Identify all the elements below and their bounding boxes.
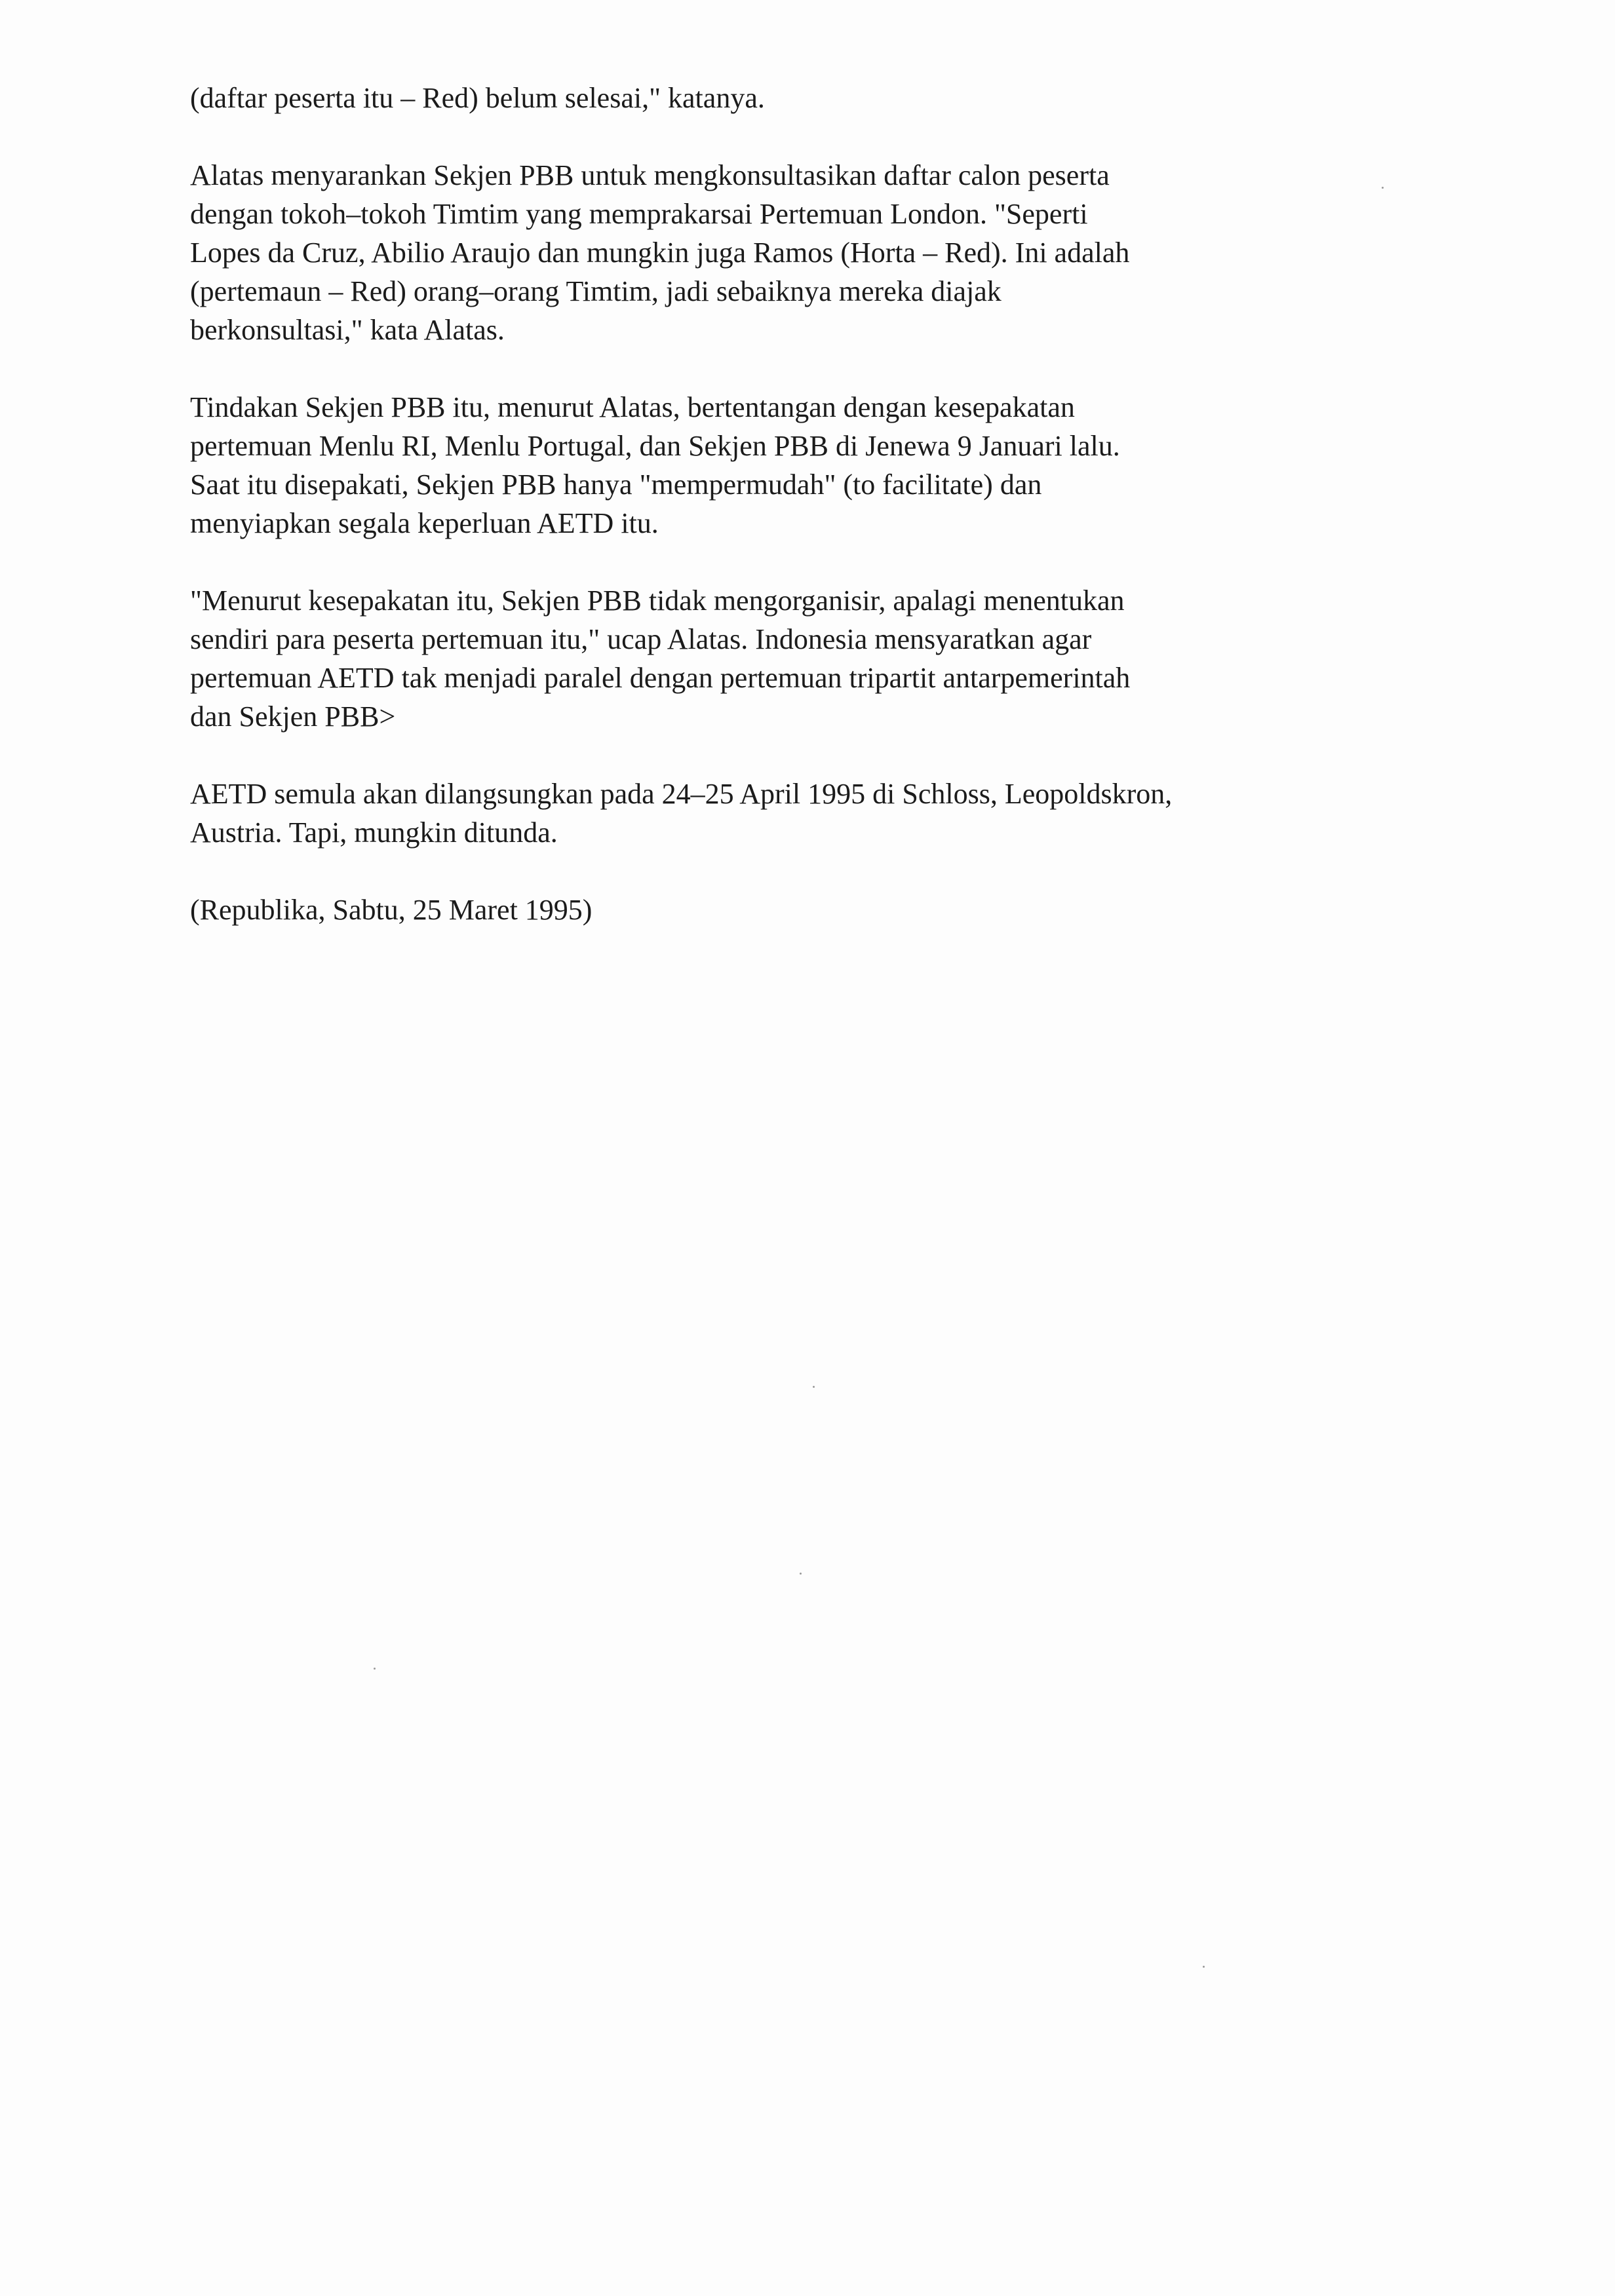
text-line: dengan tokoh–tokoh Timtim yang memprakarsai Pertemuan London. "Seperti <box>190 198 1088 230</box>
paragraph-3 <box>190 388 1383 543</box>
text-line: Saat itu disepakati, Sekjen PBB hanya "mempermudah" (to facilitate) dan <box>190 469 1042 501</box>
text-line: dan Sekjen PBB> <box>190 700 396 733</box>
text-line: Alatas menyarankan Sekjen PBB untuk mengkonsultasikan daftar calon peserta <box>190 159 1110 191</box>
text-line: pertemuan AETD tak menjadi paralel dengan pertemuan tripartit antarpemerintah <box>190 662 1131 694</box>
paragraph-2 <box>190 156 1383 349</box>
scan-speck <box>1203 1966 1205 1968</box>
paragraph-5 <box>190 775 1383 852</box>
text-line: sendiri para peserta pertemuan itu," ucap Alatas. Indonesia mensyaratkan agar <box>190 623 1092 655</box>
paragraph-1 <box>190 79 1383 117</box>
text-line: menyiapkan segala keperluan AETD itu. <box>190 507 659 539</box>
text-line: Austria. Tapi, mungkin ditunda. <box>190 816 558 849</box>
text-line: Lopes da Cruz, Abilio Araujo dan mungkin juga Ramos (Horta – Red). Ini adalah <box>190 237 1130 269</box>
text-line: berkonsultasi," kata Alatas. <box>190 314 505 346</box>
text-line: (daftar peserta itu – Red) belum selesai," katanya. <box>190 82 765 114</box>
text-line: "Menurut kesepakatan itu, Sekjen PBB tidak mengorganisir, apalagi menentukan <box>190 584 1125 617</box>
text-line: (pertemaun – Red) orang–orang Timtim, jadi sebaiknya mereka diajak <box>190 275 1002 307</box>
scan-speck <box>813 1386 815 1388</box>
document-body <box>190 79 1383 968</box>
scan-speck <box>1382 187 1384 189</box>
paragraph-4 <box>190 581 1383 736</box>
text-line: Tindakan Sekjen PBB itu, menurut Alatas, bertentangan dengan kesepakatan <box>190 391 1075 423</box>
text-line: (Republika, Sabtu, 25 Maret 1995) <box>190 894 593 926</box>
scan-speck <box>800 1573 802 1575</box>
text-line: pertemuan Menlu RI, Menlu Portugal, dan Sekjen PBB di Jenewa 9 Januari lalu. <box>190 430 1120 462</box>
text-line: AETD semula akan dilangsungkan pada 24–25 April 1995 di Schloss, Leopoldskron, <box>190 778 1173 810</box>
scan-speck <box>374 1668 376 1670</box>
source-citation <box>190 890 1383 929</box>
